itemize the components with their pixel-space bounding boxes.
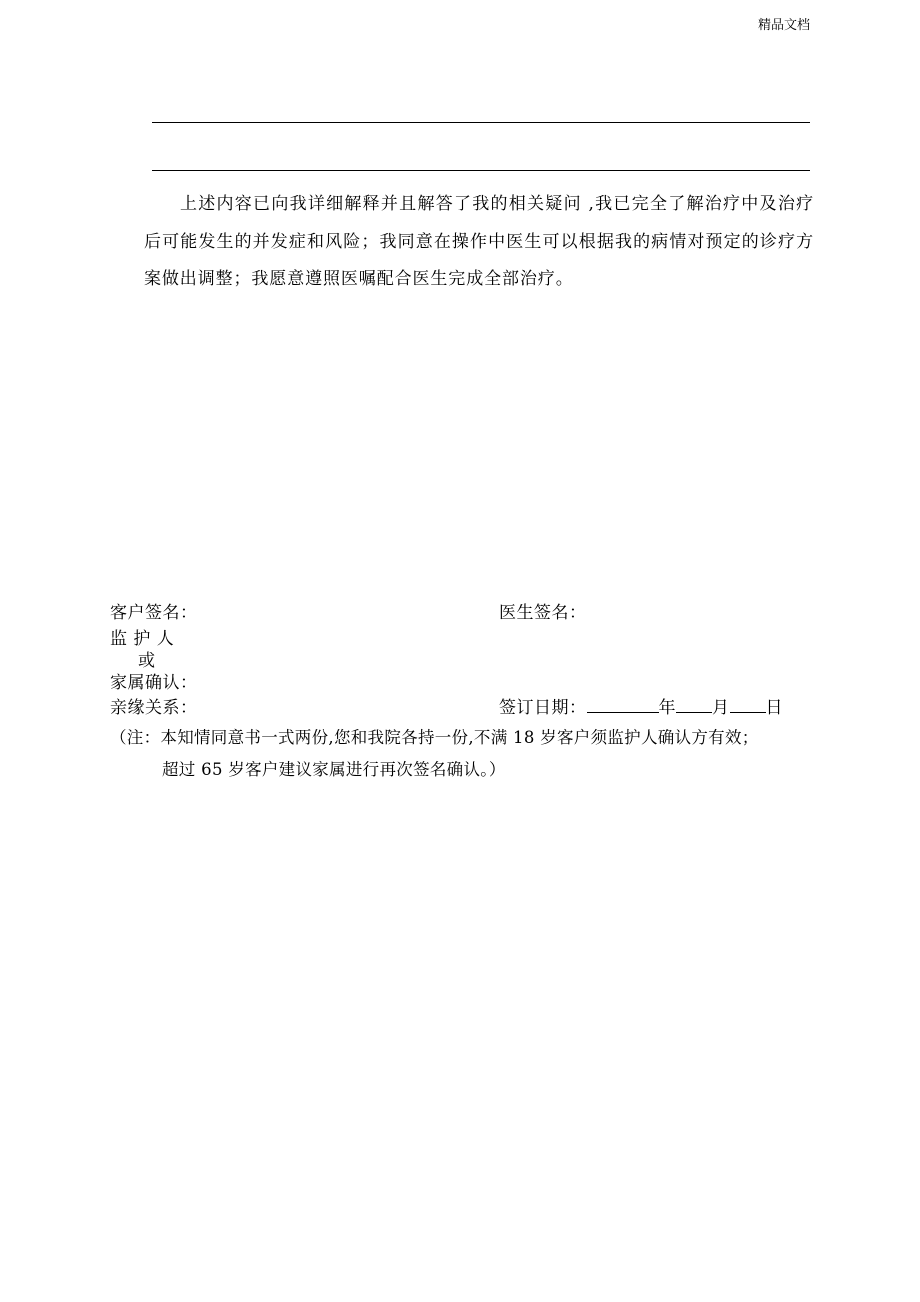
client-signature-label: 客户签名： <box>110 603 198 623</box>
sign-date-label: 签订日期： <box>499 698 587 718</box>
document-header-mark: 精品文档 <box>757 18 810 33</box>
guardian-label-line3: 家属确认： <box>110 673 198 693</box>
month-blank <box>676 698 712 713</box>
doctor-signature-label: 医生签名： <box>499 603 587 623</box>
day-blank <box>730 698 766 713</box>
relation-label: 亲缘关系： <box>110 698 198 718</box>
blank-fill-line <box>152 122 810 123</box>
note-line1: （注：本知情同意书一式两份,您和我院各持一份,不满 18 岁客户须监护人确认方有效； <box>110 728 759 747</box>
sign-date-row <box>499 693 783 718</box>
month-label: 月 <box>712 698 730 718</box>
year-blank <box>587 698 659 713</box>
blank-fill-line <box>152 170 810 171</box>
year-label: 年 <box>658 698 676 718</box>
guardian-label-line1: 监 护 人 <box>110 629 175 649</box>
consent-paragraph: 上述内容已向我详细解释并且解答了我的相关疑问 ,我已完全了解治疗中及治疗后可能发生的并发症和风险；我同意在操作中医生可以根据我的病情对预定的诊疗方案做出调整；我愿意遵照医嘱配合医生完成全部治疗。 <box>144 194 814 289</box>
consent-note <box>110 722 830 786</box>
note-line2: 超过 65 岁客户建议家属进行再次签名确认。） <box>162 760 506 779</box>
day-label: 日 <box>765 698 783 718</box>
guardian-label-line2: 或 <box>138 651 156 671</box>
